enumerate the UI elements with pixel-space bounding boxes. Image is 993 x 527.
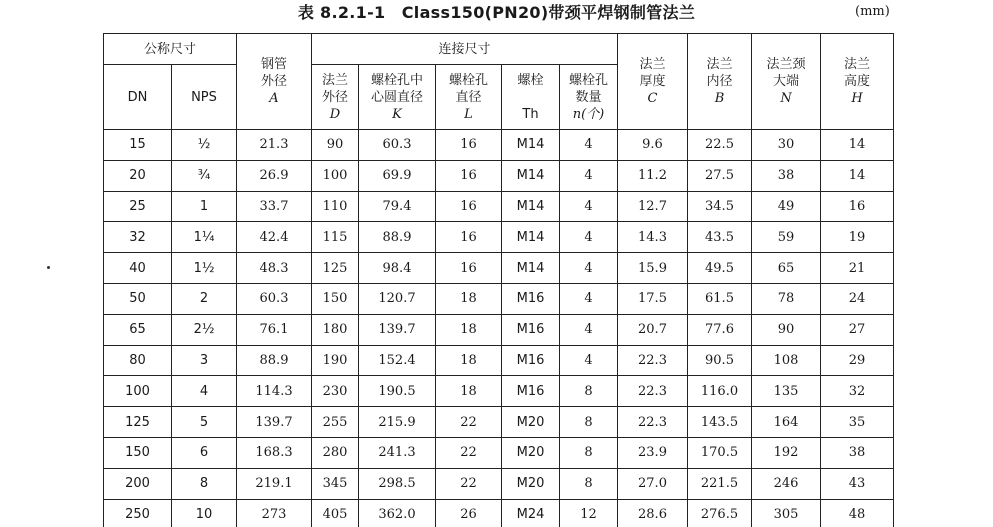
cell-dn: 32	[104, 222, 172, 253]
cell-flange-od: 405	[312, 499, 359, 527]
cell-bolt: M20	[502, 468, 560, 499]
cell-thickness: 23.9	[618, 437, 688, 468]
cell-pipe-od: 42.4	[237, 222, 312, 253]
cell-bolt-hole: 18	[436, 376, 502, 407]
cell-bore: 43.5	[688, 222, 752, 253]
cell-flange-od: 110	[312, 191, 359, 222]
cell-bolt-circle: 298.5	[359, 468, 436, 499]
header-connection: 连接尺寸	[312, 34, 618, 65]
cell-bolt-count: 4	[560, 253, 618, 284]
cell-height: 29	[821, 345, 894, 376]
cell-bore: 22.5	[688, 130, 752, 161]
cell-bolt-count: 4	[560, 222, 618, 253]
cell-thickness: 22.3	[618, 376, 688, 407]
header-bore-line1: 法兰	[706, 57, 733, 72]
header-height-line2: 高度	[843, 74, 870, 89]
cell-thickness: 12.7	[618, 191, 688, 222]
header-bore-line2: 内径	[706, 74, 733, 89]
cell-bolt-count: 8	[560, 437, 618, 468]
stray-dot	[47, 266, 50, 269]
header-flange-od-line2: 外径	[321, 89, 348, 105]
cell-bolt-hole: 22	[436, 407, 502, 438]
table-row	[104, 222, 894, 253]
cell-bolt-circle: 190.5	[359, 376, 436, 407]
table-row	[104, 376, 894, 407]
header-thickness	[618, 34, 688, 130]
header-hub-line2: 大端	[772, 74, 799, 89]
header-hub	[752, 34, 821, 130]
cell-pipe-od: 139.7	[237, 407, 312, 438]
table-row	[104, 499, 894, 527]
cell-bore: 221.5	[688, 468, 752, 499]
cell-hub: 38	[752, 160, 821, 191]
header-bolt-hole-symbol: L	[464, 106, 473, 122]
header-bolt-hole-line2: 直径	[455, 89, 482, 105]
cell-bolt-hole: 18	[436, 345, 502, 376]
cell-pipe-od: 219.1	[237, 468, 312, 499]
cell-hub: 65	[752, 253, 821, 284]
cell-flange-od: 345	[312, 468, 359, 499]
cell-bolt-hole: 16	[436, 222, 502, 253]
header-bolt-circle-line2: 心圆直径	[370, 89, 423, 105]
cell-bore: 49.5	[688, 253, 752, 284]
cell-thickness: 15.9	[618, 253, 688, 284]
cell-dn: 80	[104, 345, 172, 376]
cell-pipe-od: 60.3	[237, 283, 312, 314]
cell-nps: 8	[172, 468, 237, 499]
cell-bolt: M14	[502, 130, 560, 161]
cell-nps: 6	[172, 437, 237, 468]
cell-bolt-hole: 18	[436, 314, 502, 345]
cell-bore: 77.6	[688, 314, 752, 345]
table-row	[104, 160, 894, 191]
header-height-symbol: H	[851, 91, 863, 106]
cell-nps: 1½	[172, 253, 237, 284]
cell-thickness: 17.5	[618, 283, 688, 314]
cell-nps: 4	[172, 376, 237, 407]
cell-nps: ½	[172, 130, 237, 161]
cell-bolt-circle: 69.9	[359, 160, 436, 191]
cell-dn: 125	[104, 407, 172, 438]
cell-bore: 61.5	[688, 283, 752, 314]
cell-thickness: 14.3	[618, 222, 688, 253]
cell-bore: 170.5	[688, 437, 752, 468]
cell-bolt-circle: 215.9	[359, 407, 436, 438]
header-nominal-size: 公称尺寸	[104, 34, 237, 65]
cell-height: 32	[821, 376, 894, 407]
cell-bolt-hole: 18	[436, 283, 502, 314]
cell-height: 19	[821, 222, 894, 253]
cell-flange-od: 230	[312, 376, 359, 407]
cell-height: 48	[821, 499, 894, 527]
cell-bolt: M14	[502, 253, 560, 284]
cell-dn: 25	[104, 191, 172, 222]
cell-pipe-od: 88.9	[237, 345, 312, 376]
cell-bolt: M20	[502, 407, 560, 438]
cell-pipe-od: 26.9	[237, 160, 312, 191]
cell-bolt-circle: 152.4	[359, 345, 436, 376]
cell-bolt-circle: 120.7	[359, 283, 436, 314]
header-flange-od-symbol: D	[329, 106, 341, 122]
cell-bolt-count: 8	[560, 468, 618, 499]
cell-bore: 116.0	[688, 376, 752, 407]
table-row	[104, 345, 894, 376]
cell-bolt-circle: 79.4	[359, 191, 436, 222]
cell-pipe-od: 33.7	[237, 191, 312, 222]
cell-bolt-hole: 16	[436, 253, 502, 284]
cell-thickness: 28.6	[618, 499, 688, 527]
flange-spec-table	[103, 33, 894, 527]
header-pipe-od-line1: 钢管	[260, 57, 287, 72]
header-thickness-line2: 厚度	[639, 74, 666, 89]
header-nps: NPS	[172, 65, 237, 130]
header-thickness-symbol: C	[647, 91, 658, 106]
header-flange-od-line1: 法兰	[321, 72, 348, 88]
cell-bolt-count: 8	[560, 407, 618, 438]
cell-pipe-od: 273	[237, 499, 312, 527]
header-pipe-od-line2: 外径	[260, 74, 287, 89]
cell-bolt: M16	[502, 376, 560, 407]
table-row	[104, 314, 894, 345]
cell-height: 35	[821, 407, 894, 438]
header-bolt-circle	[359, 65, 436, 130]
cell-flange-od: 90	[312, 130, 359, 161]
cell-thickness: 27.0	[618, 468, 688, 499]
cell-flange-od: 115	[312, 222, 359, 253]
cell-dn: 50	[104, 283, 172, 314]
cell-bolt: M16	[502, 314, 560, 345]
cell-bolt-count: 8	[560, 376, 618, 407]
cell-dn: 150	[104, 437, 172, 468]
table-row	[104, 191, 894, 222]
header-bore-symbol: B	[714, 91, 725, 106]
cell-nps: 1	[172, 191, 237, 222]
cell-dn: 250	[104, 499, 172, 527]
header-bolt-hole	[436, 65, 502, 130]
table-row	[104, 130, 894, 161]
cell-bolt-hole: 26	[436, 499, 502, 527]
header-hub-line1: 法兰颈	[766, 57, 806, 72]
cell-thickness: 11.2	[618, 160, 688, 191]
header-thickness-line1: 法兰	[639, 57, 666, 72]
cell-bolt: M14	[502, 191, 560, 222]
cell-hub: 59	[752, 222, 821, 253]
cell-flange-od: 180	[312, 314, 359, 345]
cell-pipe-od: 114.3	[237, 376, 312, 407]
cell-nps: 3	[172, 345, 237, 376]
cell-flange-od: 255	[312, 407, 359, 438]
cell-bolt-count: 4	[560, 160, 618, 191]
cell-height: 27	[821, 314, 894, 345]
cell-bolt-hole: 16	[436, 191, 502, 222]
cell-thickness: 9.6	[618, 130, 688, 161]
cell-height: 43	[821, 468, 894, 499]
unit-label: (mm)	[855, 4, 890, 19]
cell-height: 14	[821, 160, 894, 191]
cell-hub: 246	[752, 468, 821, 499]
cell-hub: 90	[752, 314, 821, 345]
cell-thickness: 22.3	[618, 345, 688, 376]
cell-bore: 143.5	[688, 407, 752, 438]
cell-dn: 65	[104, 314, 172, 345]
cell-bore: 34.5	[688, 191, 752, 222]
cell-flange-od: 100	[312, 160, 359, 191]
header-bolt-line1: 螺栓	[517, 72, 544, 88]
cell-bolt-count: 4	[560, 191, 618, 222]
header-bolt-symbol: Th	[522, 106, 539, 122]
cell-hub: 78	[752, 283, 821, 314]
header-bolt-count-line1: 螺栓孔	[568, 72, 608, 88]
cell-bolt-circle: 241.3	[359, 437, 436, 468]
cell-bore: 276.5	[688, 499, 752, 527]
table-row	[104, 283, 894, 314]
cell-bolt-circle: 139.7	[359, 314, 436, 345]
header-height-line1: 法兰	[843, 57, 870, 72]
cell-hub: 108	[752, 345, 821, 376]
cell-flange-od: 125	[312, 253, 359, 284]
cell-flange-od: 150	[312, 283, 359, 314]
header-bore	[688, 34, 752, 130]
cell-hub: 164	[752, 407, 821, 438]
cell-bolt-count: 4	[560, 283, 618, 314]
cell-nps: 10	[172, 499, 237, 527]
cell-height: 16	[821, 191, 894, 222]
cell-pipe-od: 48.3	[237, 253, 312, 284]
cell-thickness: 20.7	[618, 314, 688, 345]
cell-bolt-count: 4	[560, 314, 618, 345]
table-row	[104, 437, 894, 468]
cell-bolt: M20	[502, 437, 560, 468]
cell-hub: 49	[752, 191, 821, 222]
cell-bolt: M14	[502, 160, 560, 191]
cell-dn: 15	[104, 130, 172, 161]
header-bolt-count	[560, 65, 618, 130]
header-bolt-count-line2: 数量	[575, 89, 602, 105]
header-bolt	[502, 65, 560, 130]
cell-dn: 100	[104, 376, 172, 407]
cell-bolt: M14	[502, 222, 560, 253]
cell-bolt-hole: 22	[436, 468, 502, 499]
cell-bore: 90.5	[688, 345, 752, 376]
cell-nps: 1¼	[172, 222, 237, 253]
cell-bolt-hole: 22	[436, 437, 502, 468]
cell-nps: ¾	[172, 160, 237, 191]
cell-bolt: M16	[502, 283, 560, 314]
cell-hub: 30	[752, 130, 821, 161]
cell-dn: 20	[104, 160, 172, 191]
table-row	[104, 407, 894, 438]
cell-bolt-count: 12	[560, 499, 618, 527]
header-height	[821, 34, 894, 130]
table-title: 表 8.2.1-1 Class150(PN20)带颈平焊钢制管法兰	[297, 3, 696, 22]
cell-dn: 40	[104, 253, 172, 284]
header-bolt-count-symbol: n(个)	[572, 106, 605, 122]
table-row	[104, 253, 894, 284]
cell-bolt-hole: 16	[436, 160, 502, 191]
cell-thickness: 22.3	[618, 407, 688, 438]
cell-dn: 200	[104, 468, 172, 499]
table-row	[104, 468, 894, 499]
cell-bolt-circle: 362.0	[359, 499, 436, 527]
cell-bolt-circle: 88.9	[359, 222, 436, 253]
cell-bolt: M16	[502, 345, 560, 376]
cell-bore: 27.5	[688, 160, 752, 191]
cell-nps: 2½	[172, 314, 237, 345]
cell-bolt-count: 4	[560, 130, 618, 161]
cell-nps: 2	[172, 283, 237, 314]
cell-bolt-hole: 16	[436, 130, 502, 161]
cell-flange-od: 280	[312, 437, 359, 468]
cell-flange-od: 190	[312, 345, 359, 376]
cell-hub: 305	[752, 499, 821, 527]
header-flange-od	[312, 65, 359, 130]
cell-bolt-circle: 98.4	[359, 253, 436, 284]
cell-height: 38	[821, 437, 894, 468]
header-row-1	[104, 34, 894, 65]
cell-hub: 135	[752, 376, 821, 407]
cell-bolt: M24	[502, 499, 560, 527]
cell-pipe-od: 76.1	[237, 314, 312, 345]
header-bolt-circle-line1: 螺栓孔中	[370, 72, 423, 88]
table-body	[104, 130, 894, 527]
cell-bolt-count: 4	[560, 345, 618, 376]
header-dn: DN	[104, 65, 172, 130]
cell-nps: 5	[172, 407, 237, 438]
header-bolt-hole-line1: 螺栓孔	[448, 72, 488, 88]
cell-pipe-od: 168.3	[237, 437, 312, 468]
header-pipe-od-symbol: A	[269, 91, 279, 106]
header-pipe-od	[237, 34, 312, 130]
header-bolt-circle-symbol: K	[392, 106, 402, 122]
cell-height: 21	[821, 253, 894, 284]
cell-bolt-circle: 60.3	[359, 130, 436, 161]
cell-height: 24	[821, 283, 894, 314]
header-hub-symbol: N	[780, 91, 792, 106]
cell-height: 14	[821, 130, 894, 161]
cell-hub: 192	[752, 437, 821, 468]
cell-pipe-od: 21.3	[237, 130, 312, 161]
